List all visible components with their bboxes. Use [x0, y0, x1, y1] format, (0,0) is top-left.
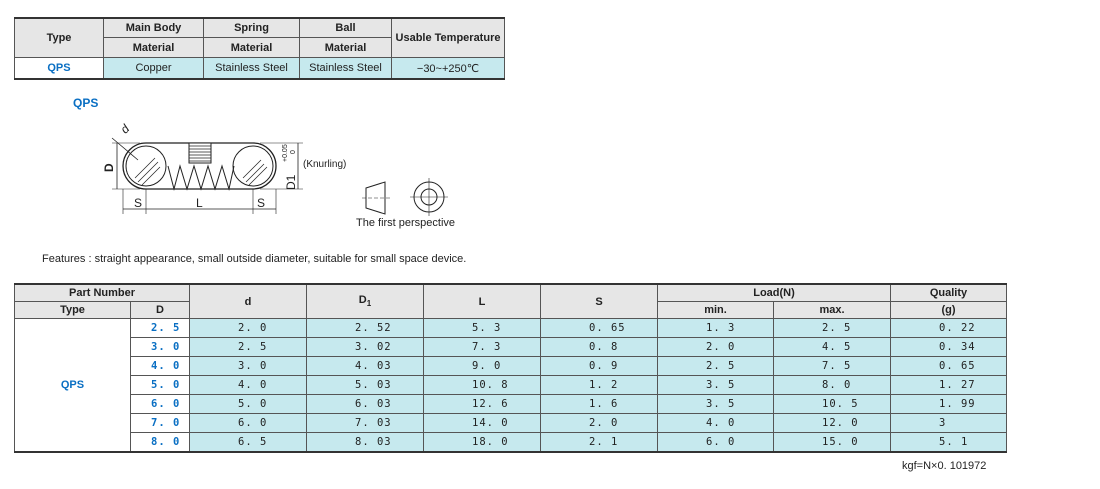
cell-L: 14. 0: [424, 414, 541, 433]
table-row: [15, 376, 1007, 395]
cell-d: 6. 0: [190, 414, 307, 433]
spec-header-L: L: [424, 284, 541, 319]
table-row: [15, 433, 1007, 453]
right-ball: [233, 146, 273, 186]
cell-load-max: 2. 5: [774, 319, 891, 338]
cell-d: 6. 5: [190, 433, 307, 453]
label-D1-tol-lower: 0: [290, 150, 297, 154]
cell-d: 5. 0: [190, 395, 307, 414]
label-D1: D1: [284, 174, 298, 190]
table-row: [15, 395, 1007, 414]
cell-L: 5. 3: [424, 319, 541, 338]
spec-header-part-number: Part Number: [15, 284, 190, 302]
cell-quality: 0. 22: [891, 319, 1007, 338]
cell-quality: 0. 34: [891, 338, 1007, 357]
spec-table: [14, 283, 1007, 453]
spec-header-D1: $D_1$: [307, 284, 424, 319]
spec-header-load-max: max.: [774, 302, 891, 319]
table-row: [15, 414, 1007, 433]
mat-header-main-body: Main Body: [104, 18, 204, 38]
table-row: [15, 357, 1007, 376]
label-S-left: S: [134, 196, 143, 210]
mat-header-type: Type: [15, 18, 104, 58]
table-row: [15, 319, 1007, 338]
cell-quality: 1. 27: [891, 376, 1007, 395]
cell-load-min: 2. 0: [658, 338, 774, 357]
cell-S: 2. 1: [541, 433, 658, 453]
spec-header-d: d: [190, 284, 307, 319]
cell-load-max: 12. 0: [774, 414, 891, 433]
mat-subheader-material: Material: [204, 38, 300, 58]
cell-load-min: 2. 5: [658, 357, 774, 376]
left-ball: [126, 146, 166, 186]
cell-d: 4. 0: [190, 376, 307, 395]
cell-load-max: 4. 5: [774, 338, 891, 357]
cell-D1: 8. 03: [307, 433, 424, 453]
spec-header-quality-unit: (g): [891, 302, 1007, 319]
label-d: d: [117, 121, 133, 137]
cell-S: 0. 65: [541, 319, 658, 338]
label-S-right: S: [257, 196, 266, 210]
label-L: L: [196, 196, 203, 210]
cell-load-max: 10. 5: [774, 395, 891, 414]
cell-D: 6. 0: [131, 395, 190, 414]
cell-quality: 0. 65: [891, 357, 1007, 376]
mat-header-ball: Ball: [300, 18, 392, 38]
cell-quality: 5. 1: [891, 433, 1007, 453]
cell-D: 2. 5: [131, 319, 190, 338]
mat-header-spring: Spring: [204, 18, 300, 38]
cell-S: 1. 2: [541, 376, 658, 395]
spec-header-load-min: min.: [658, 302, 774, 319]
spec-header-D: D: [131, 302, 190, 319]
mat-subheader-material: Material: [104, 38, 204, 58]
cell-D1: 6. 03: [307, 395, 424, 414]
cell-load-min: 1. 3: [658, 319, 774, 338]
cell-D1: 7. 03: [307, 414, 424, 433]
cell-load-max: 8. 0: [774, 376, 891, 395]
cell-S: 0. 9: [541, 357, 658, 376]
spec-header-load: Load(N): [658, 284, 891, 302]
cell-load-min: 3. 5: [658, 395, 774, 414]
cell-quality: 3: [891, 414, 1007, 433]
cell-S: 2. 0: [541, 414, 658, 433]
technical-drawing: [0, 0, 520, 240]
table-row: [15, 338, 1007, 357]
perspective-label: The first perspective: [356, 217, 456, 229]
cell-D1: 5. 03: [307, 376, 424, 395]
cell-D1: 4. 03: [307, 357, 424, 376]
cell-D: 7. 0: [131, 414, 190, 433]
cell-d: 2. 5: [190, 338, 307, 357]
drawing-title: QPS: [73, 96, 99, 110]
spec-type-cell: QPS: [15, 319, 131, 453]
cell-quality: 1. 99: [891, 395, 1007, 414]
knurling-label: (Knurling): [303, 159, 347, 170]
spec-header-quality: Quality: [891, 284, 1007, 302]
cell-D1: 3. 02: [307, 338, 424, 357]
mat-ball-value: Stainless Steel: [300, 58, 392, 80]
cell-d: 2. 0: [190, 319, 307, 338]
mat-spring-value: Stainless Steel: [204, 58, 300, 80]
cell-D: 8. 0: [131, 433, 190, 453]
spring: [168, 166, 234, 189]
cell-load-min: 6. 0: [658, 433, 774, 453]
features-text: Features : straight appearance, small outside diameter, suitable for small space device.: [42, 253, 467, 265]
mat-temperature-value: −30~+250℃: [392, 58, 505, 80]
mat-type-value: QPS: [15, 58, 104, 80]
cell-L: 9. 0: [424, 357, 541, 376]
cell-load-min: 4. 0: [658, 414, 774, 433]
cell-load-min: 3. 5: [658, 376, 774, 395]
cell-D: 3. 0: [131, 338, 190, 357]
cell-L: 18. 0: [424, 433, 541, 453]
cell-L: 12. 6: [424, 395, 541, 414]
cell-D: 5. 0: [131, 376, 190, 395]
cell-S: 0. 8: [541, 338, 658, 357]
cell-L: 7. 3: [424, 338, 541, 357]
cell-d: 3. 0: [190, 357, 307, 376]
mat-header-usable-temp: Usable Temperature: [392, 18, 505, 58]
cell-S: 1. 6: [541, 395, 658, 414]
mat-main-body-value: Copper: [104, 58, 204, 80]
cell-L: 10. 8: [424, 376, 541, 395]
cell-load-max: 7. 5: [774, 357, 891, 376]
cell-load-max: 15. 0: [774, 433, 891, 453]
unit-conversion-note: kgf=N×0. 101972: [902, 460, 987, 472]
mat-subheader-material: Material: [300, 38, 392, 58]
label-D1-tol-upper: +0.05: [282, 144, 289, 162]
cell-D: 4. 0: [131, 357, 190, 376]
spec-header-type: Type: [15, 302, 131, 319]
spec-header-S: S: [541, 284, 658, 319]
label-D: D: [102, 163, 116, 172]
cell-D1: 2. 52: [307, 319, 424, 338]
